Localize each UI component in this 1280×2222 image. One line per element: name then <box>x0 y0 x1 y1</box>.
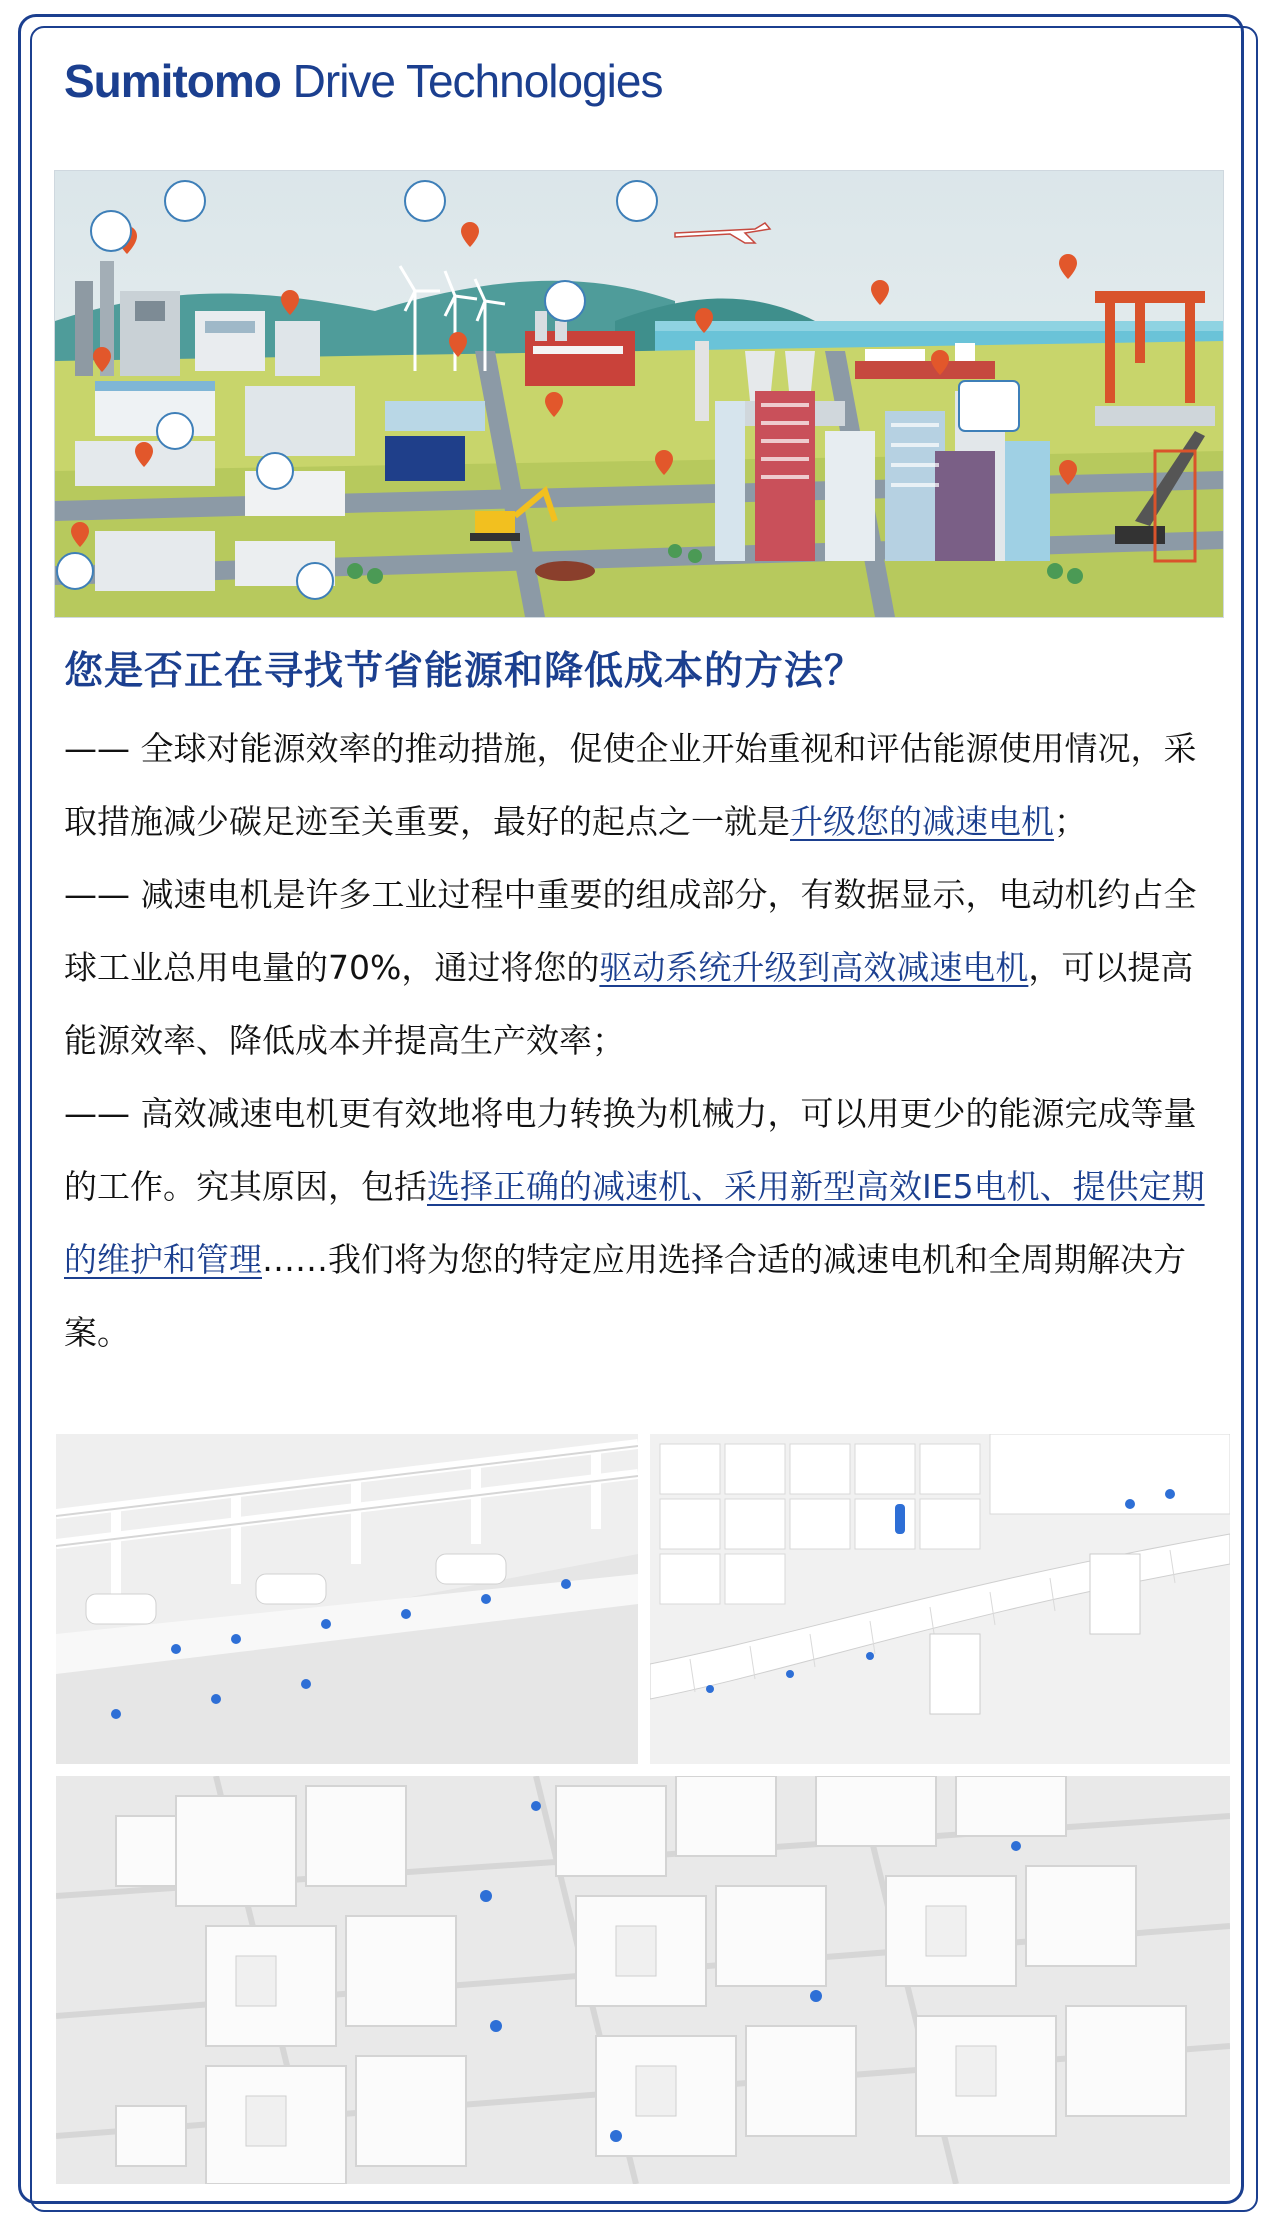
brand-logo <box>64 54 662 106</box>
solutions-link[interactable]: 选择正确的减速机、采用新型高效IE5电机、提供定期的维护和管理 <box>64 1167 1205 1279</box>
page-headline: 您是否正在寻找节省能源和降低成本的方法？ <box>64 649 865 694</box>
brand-name-bold: Sumitomo <box>64 55 281 107</box>
paragraph-2 <box>64 858 1224 1077</box>
paragraph-3 <box>64 1077 1224 1369</box>
hero-illustration-svg <box>55 171 1223 617</box>
brand-name-light: Drive Technologies <box>292 55 663 107</box>
paragraph-1 <box>64 712 1224 858</box>
paragraph-3-text-a: —— 高效减速电机更有效地将电力转换为机械力，可以用更少的能源完成等量的工作。究其原因，包括 <box>64 1094 1197 1206</box>
machining-cells-factory-photo <box>56 1776 1230 2184</box>
article-body <box>64 712 1224 1369</box>
factory-assembly-line-photo <box>56 1434 638 1764</box>
paragraph-1-text-a: —— 全球对能源效率的推动措施，促使企业开始重视和评估能源使用情况，采取措施减少碳足迹至关重要，最好的起点之一就是 <box>64 729 1197 841</box>
upgrade-gearmotor-link[interactable]: 升级您的减速电机 <box>790 802 1054 841</box>
hero-city-illustration <box>54 170 1224 618</box>
paragraph-2-text-a: —— 减速电机是许多工业过程中重要的组成部分，有数据显示，电动机约占全球工业总用电量的70%，通过将您的 <box>64 875 1197 987</box>
warehouse-conveyor-photo <box>650 1434 1230 1764</box>
paragraph-2-text-b: ，可以提高能源效率、降低成本并提高生产效率； <box>64 948 1194 1060</box>
drive-system-upgrade-link[interactable]: 驱动系统升级到高效减速电机 <box>599 948 1029 987</box>
paragraph-1-text-b: ； <box>1054 802 1087 841</box>
paragraph-3-text-b: ……我们将为您的特定应用选择合适的减速电机和全周期解决方案。 <box>64 1240 1186 1352</box>
